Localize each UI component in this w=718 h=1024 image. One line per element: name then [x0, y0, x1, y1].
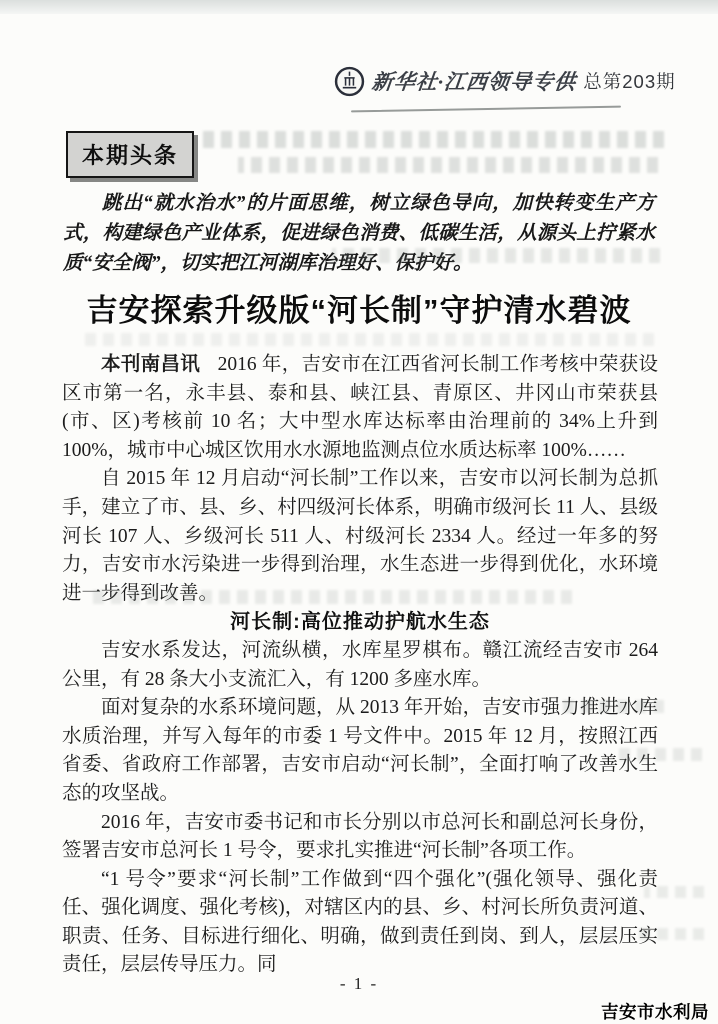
- masthead-rule: [351, 106, 621, 113]
- masthead: [334, 62, 676, 100]
- body-paragraph: [62, 351, 658, 465]
- ink-bleed-smudge: [238, 157, 658, 173]
- ink-bleed-smudge: [92, 590, 572, 604]
- ink-bleed-smudge: [196, 131, 664, 148]
- masthead-issue-number: 总第203期: [583, 71, 676, 92]
- section-label-box: 本期头条: [66, 131, 194, 178]
- ink-bleed-smudge: [634, 928, 704, 940]
- article-headline: 吉安探索升级版“河长制”守护清水碧波: [86, 293, 632, 328]
- dateline-lead: 本刊南昌讯: [101, 354, 201, 375]
- page-number: - 1 -: [339, 974, 379, 993]
- xinhua-seal-icon: [334, 66, 365, 97]
- scan-edge-band: [0, 0, 718, 14]
- ink-bleed-smudge: [644, 886, 704, 898]
- body-paragraph: “1 号令”要求“河长制”工作做到“四个强化”(强化领导、强化责任、强化调度、强化考核)，对辖区内的县、乡、村河长所负责河道、职责、任务、目标进行细化、明确，做到责任到岗、到人，层层压实责任，层层传导压力。同: [62, 868, 658, 976]
- ink-bleed-smudge: [84, 333, 654, 346]
- ink-bleed-smudge: [558, 700, 664, 713]
- body-paragraph: 2016 年，吉安市委书记和市长分别以市总河长和副总河长身份，签署吉安市总河长 1 号令，要求扎实推进“河长制”各项工作。: [62, 811, 658, 862]
- body-paragraph: 吉安水系发达，河流纵横，水库星罗棋布。赣江流经吉安市 264 公里，有 28 条大小支流汇入，有 1200 多座水库。: [62, 639, 658, 690]
- masthead-brand: 新华社·江西领导专供: [370, 70, 578, 94]
- section-subheading: 河长制:高位推动护航水生态: [230, 611, 490, 634]
- issuing-agency-label: 吉安市水利局: [601, 1002, 709, 1022]
- paragraph-text: 2016 年，吉安市在江西省河长制工作考核中荣获设区市第一名，永丰县、泰和县、峡江县、青原区、井冈山市荣获县(市、区)考核前 10 名；大中型水库达标率由治理前的 34%上升到 100%，城市中心城区饮用水水源地监测点位水质达标率 100%……: [62, 354, 658, 461]
- lead-in-paragraph: 跳出“就水治水”的片面思维，树立绿色导向，加快转变生产方式，构建绿色产业体系，促进绿色消费、低碳生活，从源头上拧紧水质“安全阀”，切实把江河湖库治理好、保护好。: [63, 193, 655, 274]
- article-body: [62, 351, 658, 980]
- body-paragraph: 面对复杂的水系环境问题，从 2013 年开始，吉安市强力推进水库水质治理，并写入每年的市委 1 号文件中。2015 年 12 月，按照江西省委、省政府工作部署，吉安市启动“河长制”，全面打响了改善水生态的攻坚战。: [62, 697, 658, 804]
- body-paragraph: 自 2015 年 12 月启动“河长制”工作以来，吉安市以河长制为总抓手，建立了市、县、乡、村四级河长体系，明确市级河长 11 人、县级河长 107 人、乡级河长 511 人、村级河长 2334 人。经过一年多的努力，吉安市水污染进一步得到治理，水生态进一步得到优化，水环境进一步得到改善。: [62, 468, 658, 604]
- ink-bleed-smudge: [332, 248, 660, 263]
- ink-bleed-smudge: [616, 748, 702, 761]
